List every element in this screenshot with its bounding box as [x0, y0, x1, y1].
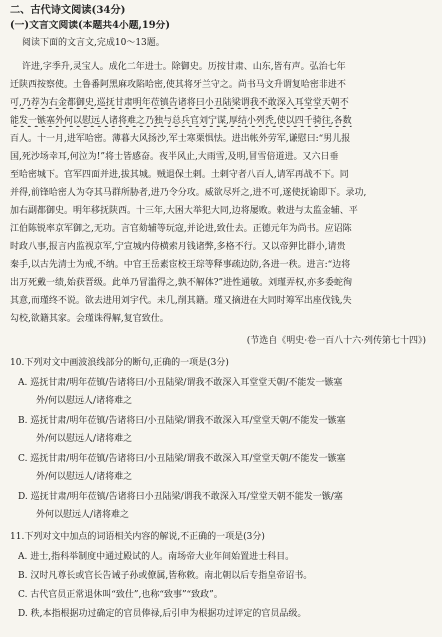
q10-option-a-cont: 外/何以慰远人/诸将难之: [36, 396, 133, 406]
passage-line: 其意,而瑾终不说。欲去进用刘宇代。未几,削其籍。瑾又摘进在大同时筹军出座伐钱,失: [10, 296, 352, 306]
passage-line: 时政八事,报言内监视京军,宁宣城内侍横索月钱诸弊,多格不行。又以帝狎比群小,请贵: [10, 242, 346, 252]
q11-option-d[interactable]: D. 秩,本指根据功过确定的官员俸禄,后引申为根据功过评定的官员品级。: [18, 609, 307, 619]
q10-option-a[interactable]: A. 巡抚甘肃/明年莅镇/告诸将曰/小丑陆梁/谓我不敢深入耳堂堂天朝/不能发一镞塞: [18, 378, 343, 388]
passage-line: 许进,字季升,灵宝人。成化二年进士。除御史。历按甘肃、山东,皆有声。弘治七年: [22, 62, 346, 72]
question-11-stem: 11.下列对文中加点的词语相关内容的解说,不正确的一项是(3分): [10, 532, 265, 542]
passage-line: 江伯陈锐率京军御之,无功。言官劾辅等玩寇,并论进,致仕去。正德元年为尚书。应诏陈: [10, 224, 352, 234]
q11-option-c[interactable]: C. 古代官员正常退休叫“致仕”,也称“致事”“致政”。: [18, 590, 223, 600]
q10-option-d[interactable]: D. 巡抚甘肃/明年莅镇/告诸将曰小丑陆梁/谓我不敢深入耳/堂堂天朝不能发一镞/塞: [18, 492, 343, 502]
q10-option-c-cont: 外/何以慰远人/诸将难之: [36, 472, 133, 482]
question-10-stem: 10.下列对文中画波浪线部分的断句,正确的一项是(3分): [10, 358, 229, 368]
passage-source: (节选自《明史·卷一百八十六·列传第七十四》): [246, 336, 426, 346]
instruction: 阅读下面的文言文,完成10～13题。: [22, 38, 165, 48]
q10-option-b[interactable]: B. 巡抚甘肃/明年莅镇/告诸将曰/小丑陆梁/谓我不敢深入耳/堂堂天朝/不能发一镞塞: [18, 416, 346, 426]
q11-option-b[interactable]: B. 汉时凡尊长或官长告诫子孙或僚属,皆称敕。南北朝以后专指皇帝诏书。: [18, 571, 313, 581]
passage-line: 加右副都御史。明年移抚陕西。十三年,大困大举犯大同,边将屡败。敕进与太监金辅、平: [10, 206, 358, 216]
passage-line: 能发一镞塞外何以慰远人诸将难之乃独与总兵官刘宁谋,厚结小列秃,使以四千骑往,各数: [10, 116, 352, 126]
q10-option-b-cont: 外/何以慰远人/诸将难之: [36, 434, 133, 444]
passage-line: 勾校,欲籍其家。会瑾诛得解,复官致仕。: [10, 314, 169, 324]
passage-line: 出万死戴一绩,始获晋级。此单乃冒滥得之,孰不解体?”进性通敏。刘瑾弄权,亦多委蛇徇: [10, 278, 353, 288]
passage-line: 秦手,以古先清士为戒,不纳。中官王岳素宦校王琮等释事疏边防,各进一秩。进言:“边将: [10, 260, 351, 270]
passage-line: 至哈密城下。官军四面并进,拔其城。贼退保土剌。土剌守者八百人,请军再战不下。同: [10, 170, 349, 180]
passage-line: 迁陕西按察使。土鲁番阿黑麻攻陷哈密,使其将牙兰守之。尚书马文升谓复哈密非进不: [10, 80, 346, 90]
passage-line: 百人。十一月,进军哈密。薄暮大风扬沙,军士寒栗惧怯。进出帐外劳军,谦慰曰:“男儿报: [10, 134, 351, 144]
passage-line: 可,乃荐为右金都御史,巡抚甘肃明年莅镇告诸将曰小丑陆梁谓我不敢深入耳堂堂天朝不: [10, 98, 349, 108]
q10-option-d-cont: 外何以慰远人/诸将难之: [36, 510, 130, 520]
section-header: 二、古代诗文阅读(34分): [10, 4, 126, 16]
q11-option-a[interactable]: A. 进士,指科举制度中通过殿试的人。南场帝大业年间始置进士科目。: [18, 552, 295, 562]
q10-option-c[interactable]: C. 巡抚甘肃/明年莅镇/告诸将曰/小丑陆梁/谓我不敢深入耳/堂堂天朝/不能发一镞塞: [18, 454, 346, 464]
passage-line: 国,死沙场幸耳,何泣为!”将士皆感奋。夜半风止,大雨雪,及明,冒雪倍道进。又六日垂: [10, 152, 339, 162]
passage-line: 并得,前锋哈密人为夺其马群所胁者,进乃令分攻。威欲尽歼之,进不可,遂使抚谕即下。录功,: [10, 188, 367, 198]
subsection-header: (一)文言文阅读(本题共4小题,19分): [10, 20, 170, 31]
